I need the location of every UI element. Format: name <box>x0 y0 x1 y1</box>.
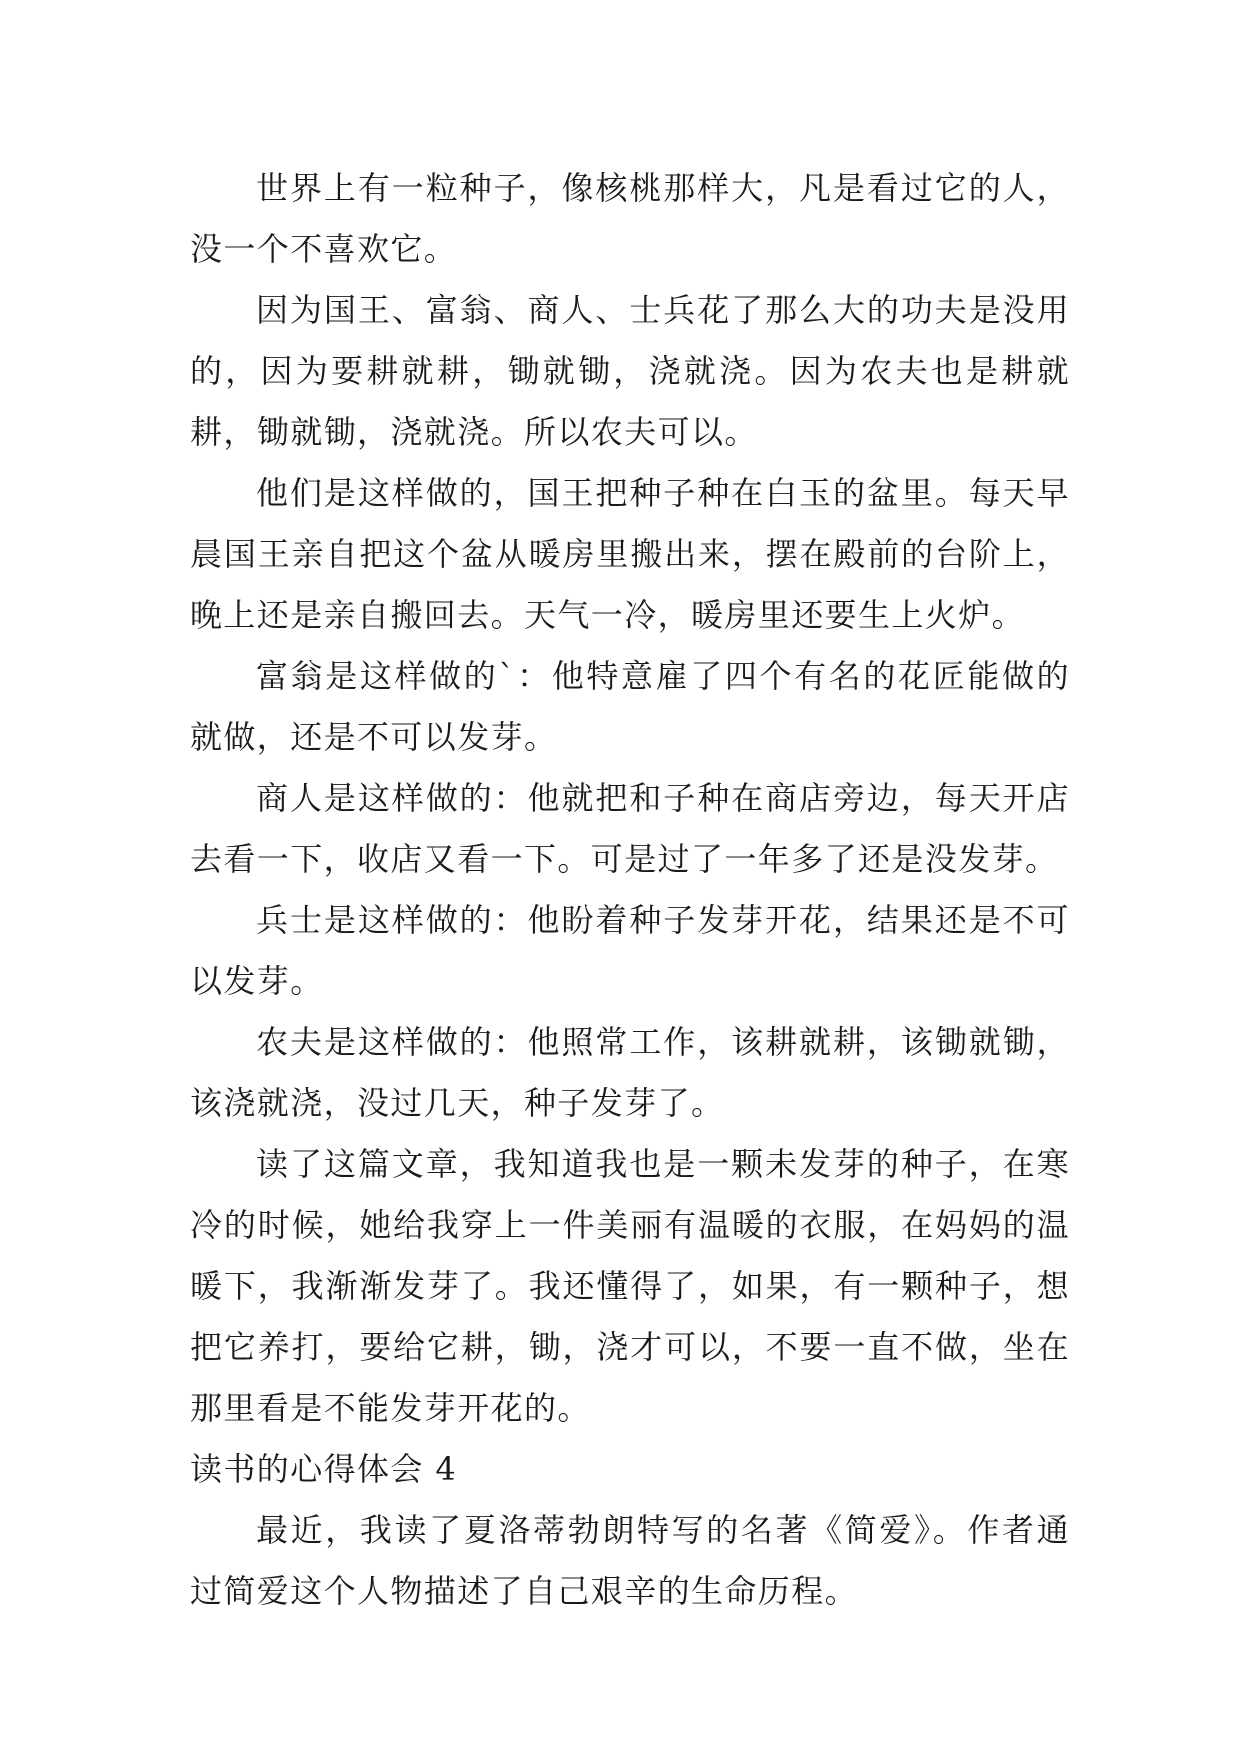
paragraph-farmer: 农夫是这样做的：他照常工作，该耕就耕，该锄就锄，该浇就浇，没过几天，种子发芽了。 <box>190 1023 1070 1122</box>
paragraph-soldier: 兵士是这样做的：他盼着种子发芽开花，结果还是不可以发芽。 <box>190 901 1070 1000</box>
paragraph-rich-man: 富翁是这样做的`：他特意雇了四个有名的花匠能做的就做，还是不可以发芽。 <box>190 657 1070 756</box>
document-body <box>190 158 1070 1622</box>
paragraph-jane-eyre: 最近，我读了夏洛蒂勃朗特写的名著《简爱》。作者通过简爱这个人物描述了自己艰辛的生命历程。 <box>190 1511 1070 1610</box>
section-heading: 读书的心得体会 4 <box>190 1450 458 1488</box>
paragraph-merchant: 商人是这样做的：他就把和子种在商店旁边，每天开店去看一下，收店又看一下。可是过了一年多了还是没发芽。 <box>190 779 1070 878</box>
paragraph-seed-intro: 世界上有一粒种子，像核桃那样大，凡是看过它的人，没一个不喜欢它。 <box>190 169 1070 268</box>
paragraph-king: 他们是这样做的，国王把种子种在白玉的盆里。每天早晨国王亲自把这个盆从暖房里搬出来，摆在殿前的台阶上，晚上还是亲自搬回去。天气一冷，暖房里还要生上火炉。 <box>190 474 1070 634</box>
paragraph-reflection: 读了这篇文章，我知道我也是一颗未发芽的种子，在寒冷的时候，她给我穿上一件美丽有温暖的衣服，在妈妈的温暖下，我渐渐发芽了。我还懂得了，如果，有一颗种子，想把它养打，要给它耕，锄，浇才可以，不要一直不做，坐在那里看是不能发芽开花的。 <box>190 1145 1070 1427</box>
paragraph-farmer-reason: 因为国王、富翁、商人、士兵花了那么大的功夫是没用的，因为要耕就耕，锄就锄，浇就浇。因为农夫也是耕就耕，锄就锄，浇就浇。所以农夫可以。 <box>190 291 1070 451</box>
